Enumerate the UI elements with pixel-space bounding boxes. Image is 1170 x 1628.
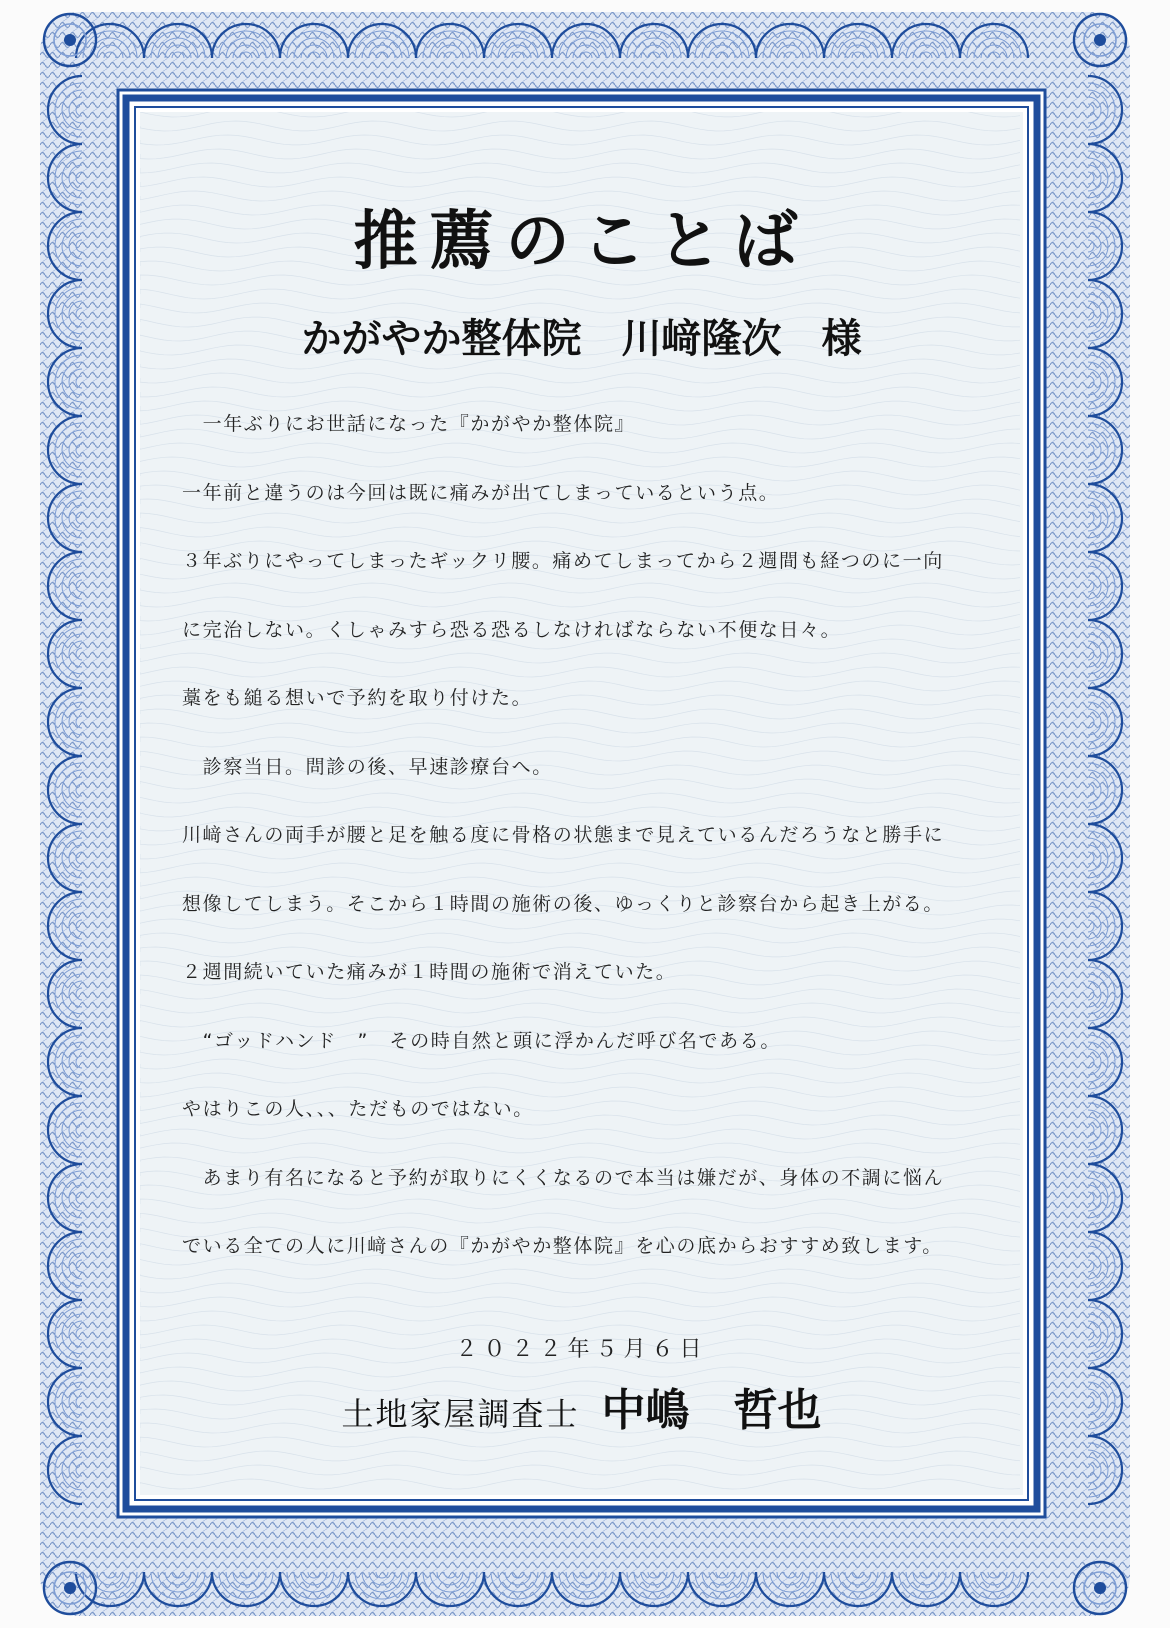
body-line: 川﨑さんの両手が腰と足を触る度に骨格の状態まで見えているんだろうなと勝手に xyxy=(182,824,945,846)
body-line: ３年ぶりにやってしまったギックリ腰。痛めてしまってから２週間も経つのに一向 xyxy=(182,550,944,572)
certificate-title: 推薦のことば xyxy=(353,204,810,279)
body-line: 一年前と違うのは今回は既に痛みが出てしまっているという点。 xyxy=(182,481,780,504)
body-line: やはりこの人、、、ただものではない。 xyxy=(182,1098,534,1120)
body-line: でいる全ての人に川﨑さんの『かがやか整体院』を心の底からおすすめ致します。 xyxy=(182,1235,943,1257)
signer-name: 中嶋 哲也 xyxy=(601,1385,822,1436)
body-line: 一年ぶりにお世話になった『かがやか整体院』 xyxy=(182,413,636,435)
body-line: に完治しない。くしゃみすら恐る恐るしなければならない不便な日々。 xyxy=(182,618,842,641)
signature-block xyxy=(140,1374,1023,1438)
signer-title: 土地家屋調査士 xyxy=(341,1395,580,1433)
body-line: あまり有名になると予約が取りにくくなるので本当は嫌だが、身体の不調に悩ん xyxy=(182,1166,945,1189)
body-line: 想像してしまう。そこから１時間の施術の後、ゆっくりと診察台から起き上がる。 xyxy=(182,892,945,915)
body-line: 藁をも縋る想いで予約を取り付けた。 xyxy=(182,687,533,709)
certificate-panel xyxy=(140,112,1023,1495)
issue-date: ２０２２年５月６日 xyxy=(455,1337,708,1362)
certificate-content xyxy=(140,112,1023,1495)
recipient-name: かがやか整体院 川﨑隆次 様 xyxy=(301,315,862,362)
body-line: ２週間続いていた痛みが１時間の施術で消えていた。 xyxy=(182,961,677,983)
body-line: 診察当日。問診の後、早速診療台へ。 xyxy=(182,755,553,778)
body-line: “ゴッドハンド ” その時自然と頭に浮かんだ呼び名である。 xyxy=(182,1029,781,1052)
